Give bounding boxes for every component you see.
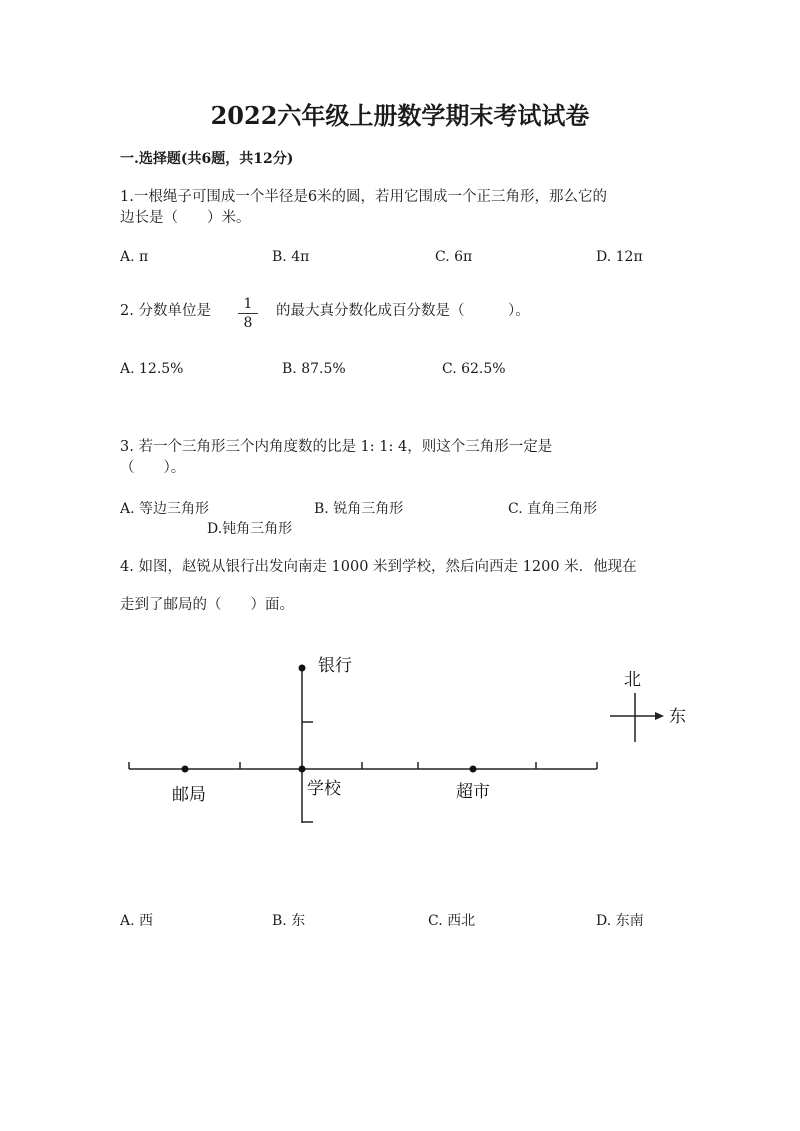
fraction-numerator: 1 — [243, 296, 253, 312]
question-4-line-2: 走到了邮局的（ ）面。 — [120, 597, 294, 613]
fraction-denominator: 8 — [243, 315, 253, 331]
question-4-option-b: B. 东 — [272, 913, 306, 929]
question-1-line-1: 1.一根绳子可围成一个半径是6米的圆，若用它围成一个正三角形，那么它的 — [120, 189, 608, 205]
page-title: 2022六年级上册数学期末考试试卷 — [210, 101, 590, 130]
question-2-option-a: A. 12.5% — [120, 361, 184, 377]
question-1-option-b: B. 4π — [272, 249, 310, 265]
question-2-option-b: B. 87.5% — [282, 361, 346, 377]
question-1-option-d: D. 12π — [596, 249, 643, 265]
compass-east-label: 东 — [669, 707, 686, 727]
question-3-line-1: 3. 若一个三角形三个内角度数的比是 1: 1: 4，则这个三角形一定是 — [120, 439, 553, 455]
compass-north-label: 北 — [624, 670, 641, 690]
section-heading: 一.选择题(共6题，共12分) — [120, 151, 294, 167]
question-4-option-d: D. 东南 — [596, 913, 644, 929]
bank-label: 银行 — [318, 656, 352, 676]
bank-point — [299, 665, 306, 672]
east-arrow-icon — [655, 712, 664, 720]
question-3-option-d: D.钝角三角形 — [207, 521, 293, 537]
question-3-line-2: （ ）。 — [120, 460, 186, 476]
question-3-option-c: C. 直角三角形 — [508, 501, 598, 517]
school-label: 学校 — [307, 779, 341, 799]
question-4-option-c: C. 西北 — [428, 913, 476, 929]
question-3-option-b: B. 锐角三角形 — [314, 501, 404, 517]
question-2-option-c: C. 62.5% — [442, 361, 506, 377]
school-point — [299, 766, 306, 773]
question-4-line-1: 4. 如图，赵锐从银行出发向南走 1000 米到学校，然后向西走 1200 米．他现在 — [120, 559, 637, 575]
question-2-prefix: 2. 分数单位是 — [120, 303, 211, 319]
post-office-point — [182, 766, 189, 773]
question-2-suffix: 的最大真分数化成百分数是（ ）。 — [276, 303, 530, 319]
supermarket-point — [470, 766, 477, 773]
question-1-option-a: A. π — [120, 249, 149, 265]
post-office-label: 邮局 — [172, 785, 206, 805]
question-1-option-c: C. 6π — [435, 249, 473, 265]
question-1-line-2: 边长是（ ）米。 — [120, 210, 251, 226]
question-3-option-a: A. 等边三角形 — [120, 501, 210, 517]
question-4-option-a: A. 西 — [120, 913, 154, 929]
supermarket-label: 超市 — [456, 782, 490, 802]
